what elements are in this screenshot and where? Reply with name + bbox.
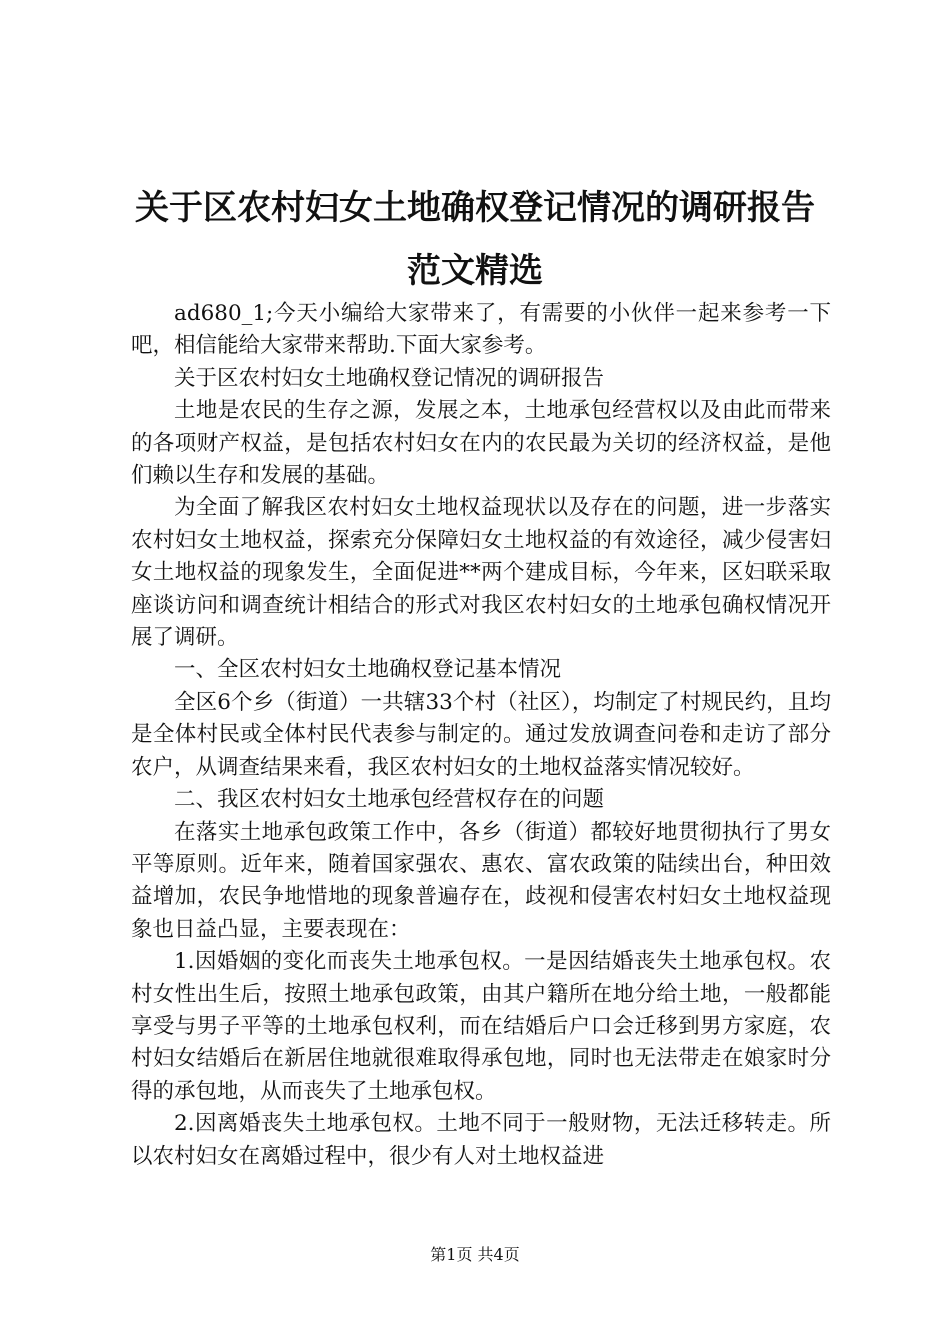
page-footer: 第1页 共4页 [430, 1245, 520, 1264]
report-subtitle: 关于区农村妇女土地确权登记情况的调研报告 [174, 365, 605, 391]
document-body [131, 298, 831, 1173]
section-heading: 一、全区农村妇女土地确权登记基本情况 [174, 657, 562, 683]
body-paragraph: 全区6个乡（街道）一共辖33个村（社区），均制定了村规民约，且均是全体村民或全体村民代表参与制定的。通过发放调查问卷和走访了部分农户，从调查结果来看，我区农村妇女的土地权益落实情况较好。 [131, 689, 831, 780]
document-title-line-2: 范文精选 [407, 251, 543, 291]
body-paragraph: 1.因婚姻的变化而丧失土地承包权。一是因结婚丧失土地承包权。农村女性出生后，按照土地承包政策，由其户籍所在地分给土地，一般都能享受与男子平等的土地承包权利，而在结婚后户口会迁移到男方家庭，农村妇女结婚后在新居住地就很难取得承包地，同时也无法带走在娘家时分得的承包地，从而丧失了土地承包权。 [131, 949, 831, 1104]
section-heading: 二、我区农村妇女土地承包经营权存在的问题 [174, 787, 605, 813]
intro-paragraph: ad680_1;今天小编给大家带来了，有需要的小伙伴一起来参考一下吧，相信能给大家带来帮助.下面大家参考。 [131, 301, 831, 359]
body-paragraph: 为全面了解我区农村妇女土地权益现状以及存在的问题，进一步落实农村妇女土地权益，探索充分保障妇女土地权益的有效途径，减少侵害妇女土地权益的现象发生，全面促进**两个建成目标，今年来，区妇联采取座谈访问和调查统计相结合的形式对我区农村妇女的土地承包确权情况开展了调研。 [131, 495, 831, 651]
body-paragraph: 在落实土地承包政策工作中，各乡（街道）都较好地贯彻执行了男女平等原则。近年来，随着国家强农、惠农、富农政策的陆续出台，种田效益增加，农民争地惜地的现象普遍存在，歧视和侵害农村妇女土地权益现象也日益凸显，主要表现在： [131, 819, 831, 942]
document-title-line-1: 关于区农村妇女土地确权登记情况的调研报告 [135, 188, 815, 228]
body-paragraph: 2.因离婚丧失土地承包权。土地不同于一般财物，无法迁移转走。所以农村妇女在离婚过程中，很少有人对土地权益进 [131, 1111, 831, 1169]
body-paragraph: 土地是农民的生存之源，发展之本，土地承包经营权以及由此而带来的各项财产权益，是包括农村妇女在内的农民最为关切的经济权益，是他们赖以生存和发展的基础。 [131, 398, 831, 489]
